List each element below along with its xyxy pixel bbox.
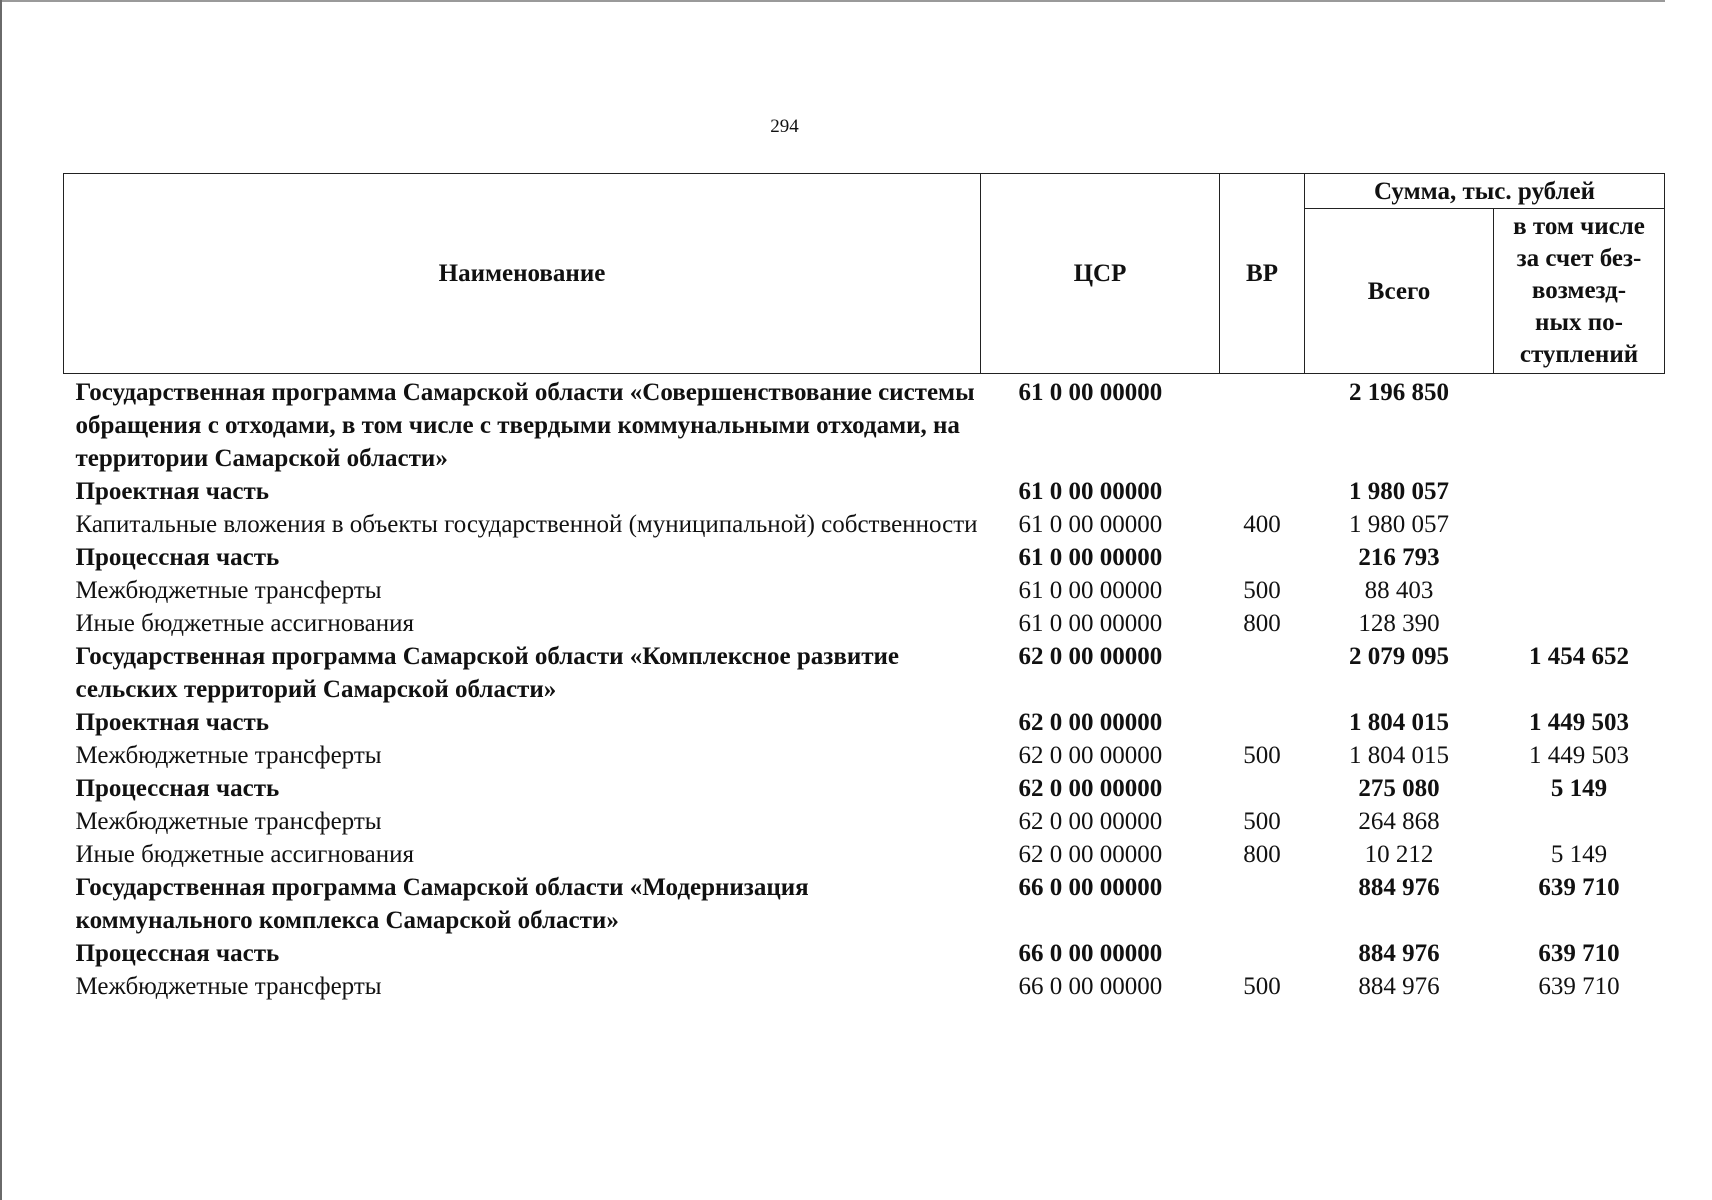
row-total: 2 079 095 — [1349, 643, 1449, 670]
row-total: 10 212 — [1364, 841, 1434, 868]
table-row — [64, 374, 1665, 476]
page-number-line — [0, 116, 1712, 138]
row-csr: 61 0 00 00000 — [1018, 478, 1163, 505]
row-total: 2 196 850 — [1349, 379, 1449, 406]
row-csr: 62 0 00 00000 — [1018, 742, 1163, 769]
row-vr — [1220, 937, 1305, 970]
row-csr: 62 0 00 00000 — [1018, 709, 1163, 736]
table-row — [64, 640, 1665, 706]
header-total: Всего — [1305, 209, 1494, 374]
row-csr: 61 0 00 00000 — [1018, 379, 1163, 406]
scan-edge-top — [0, 0, 1665, 2]
row-grant — [1494, 805, 1665, 838]
row-csr: 61 0 00 00000 — [1018, 544, 1163, 571]
header-grant-line: ных по- — [1535, 309, 1623, 336]
row-vr: 500 — [1243, 742, 1281, 769]
row-csr: 62 0 00 00000 — [1018, 775, 1163, 802]
row-csr: 62 0 00 00000 — [1018, 841, 1163, 868]
row-grant: 1 449 503 — [1529, 742, 1629, 769]
row-name: Межбюджетные трансферты — [75, 973, 382, 1000]
row-csr: 61 0 00 00000 — [1018, 511, 1163, 538]
table-row — [64, 475, 1665, 508]
page-number: 294 — [770, 116, 799, 137]
row-name: Межбюджетные трансферты — [75, 577, 382, 604]
row-name: Процессная часть — [75, 940, 280, 967]
budget-table — [63, 173, 1665, 1003]
scan-edge-left — [0, 0, 2, 1200]
row-name: Процессная часть — [75, 775, 280, 802]
header-name: Наименование — [64, 174, 981, 374]
row-csr: 66 0 00 00000 — [1018, 973, 1163, 1000]
row-vr: 800 — [1243, 610, 1281, 637]
row-total: 884 976 — [1358, 874, 1440, 901]
row-grant — [1494, 607, 1665, 640]
row-vr — [1220, 640, 1305, 706]
row-vr — [1220, 374, 1305, 476]
row-grant: 5 149 — [1550, 775, 1608, 802]
table-row — [64, 739, 1665, 772]
header-csr: ЦСР — [981, 174, 1220, 374]
row-total: 275 080 — [1358, 775, 1440, 802]
row-name: Иные бюджетные ассигнования — [75, 841, 415, 868]
row-csr: 66 0 00 00000 — [1018, 874, 1163, 901]
row-vr: 800 — [1243, 841, 1281, 868]
table-row — [64, 970, 1665, 1003]
row-csr: 61 0 00 00000 — [1018, 610, 1163, 637]
row-vr — [1220, 541, 1305, 574]
row-csr: 66 0 00 00000 — [1018, 940, 1163, 967]
row-grant — [1494, 374, 1665, 476]
row-csr: 62 0 00 00000 — [1018, 808, 1163, 835]
table-row — [64, 871, 1665, 937]
row-name: Проектная часть — [75, 709, 270, 736]
table-body — [64, 374, 1665, 1004]
row-total: 216 793 — [1358, 544, 1440, 571]
row-total: 884 976 — [1358, 940, 1440, 967]
row-total: 884 976 — [1358, 973, 1440, 1000]
header-grant-line: ступлений — [1519, 341, 1639, 368]
row-vr: 500 — [1243, 808, 1281, 835]
table-row — [64, 805, 1665, 838]
row-vr — [1220, 772, 1305, 805]
header-grant — [1494, 209, 1665, 374]
table-row — [64, 541, 1665, 574]
row-grant: 5 149 — [1550, 841, 1608, 868]
table-row — [64, 607, 1665, 640]
table-row — [64, 508, 1665, 541]
header-grant-line: за счет без- — [1516, 245, 1642, 272]
row-grant: 1 449 503 — [1529, 709, 1629, 736]
row-name: Процессная часть — [75, 544, 280, 571]
row-vr: 400 — [1243, 511, 1281, 538]
table-row — [64, 838, 1665, 871]
row-total: 128 390 — [1358, 610, 1440, 637]
row-name: Государственная программа Самарской области «Совершенствование системы обращения с отходами, в том числе с твердыми коммунальными отходами, на территории Самарской области» — [75, 379, 975, 472]
row-name: Межбюджетные трансферты — [75, 808, 382, 835]
row-grant — [1494, 475, 1665, 508]
row-name: Государственная программа Самарской области «Комплексное развитие сельских территорий Самарской области» — [75, 643, 900, 703]
row-csr: 61 0 00 00000 — [1018, 577, 1163, 604]
row-vr — [1220, 871, 1305, 937]
row-grant: 1 454 652 — [1529, 643, 1629, 670]
row-total: 1 804 015 — [1349, 742, 1449, 769]
table-header — [64, 174, 1665, 374]
table-row — [64, 937, 1665, 970]
row-csr: 62 0 00 00000 — [1018, 643, 1163, 670]
row-vr: 500 — [1243, 973, 1281, 1000]
row-grant: 639 710 — [1538, 973, 1620, 1000]
row-vr — [1220, 706, 1305, 739]
row-total: 264 868 — [1358, 808, 1440, 835]
row-grant — [1494, 508, 1665, 541]
row-total: 1 804 015 — [1349, 709, 1449, 736]
row-grant: 639 710 — [1538, 874, 1620, 901]
row-total: 88 403 — [1364, 577, 1434, 604]
header-grant-line: в том числе — [1513, 213, 1645, 240]
header-sum-group: Сумма, тыс. рублей — [1305, 174, 1665, 209]
table-row — [64, 574, 1665, 607]
row-name: Проектная часть — [75, 478, 270, 505]
row-total: 1 980 057 — [1349, 511, 1449, 538]
row-grant: 639 710 — [1538, 940, 1620, 967]
row-vr — [1220, 475, 1305, 508]
row-name: Иные бюджетные ассигнования — [75, 610, 415, 637]
row-name: Межбюджетные трансферты — [75, 742, 382, 769]
row-vr: 500 — [1243, 577, 1281, 604]
table-row — [64, 772, 1665, 805]
row-name: Капитальные вложения в объекты государственной (муниципальной) собственности — [75, 511, 978, 538]
row-name: Государственная программа Самарской области «Модернизация коммунального комплекса Самарской области» — [75, 874, 809, 934]
header-vr: ВР — [1220, 174, 1305, 374]
row-total: 1 980 057 — [1349, 478, 1449, 505]
header-grant-line: возмезд- — [1531, 277, 1627, 304]
row-grant — [1494, 541, 1665, 574]
row-grant — [1494, 574, 1665, 607]
table-row — [64, 706, 1665, 739]
